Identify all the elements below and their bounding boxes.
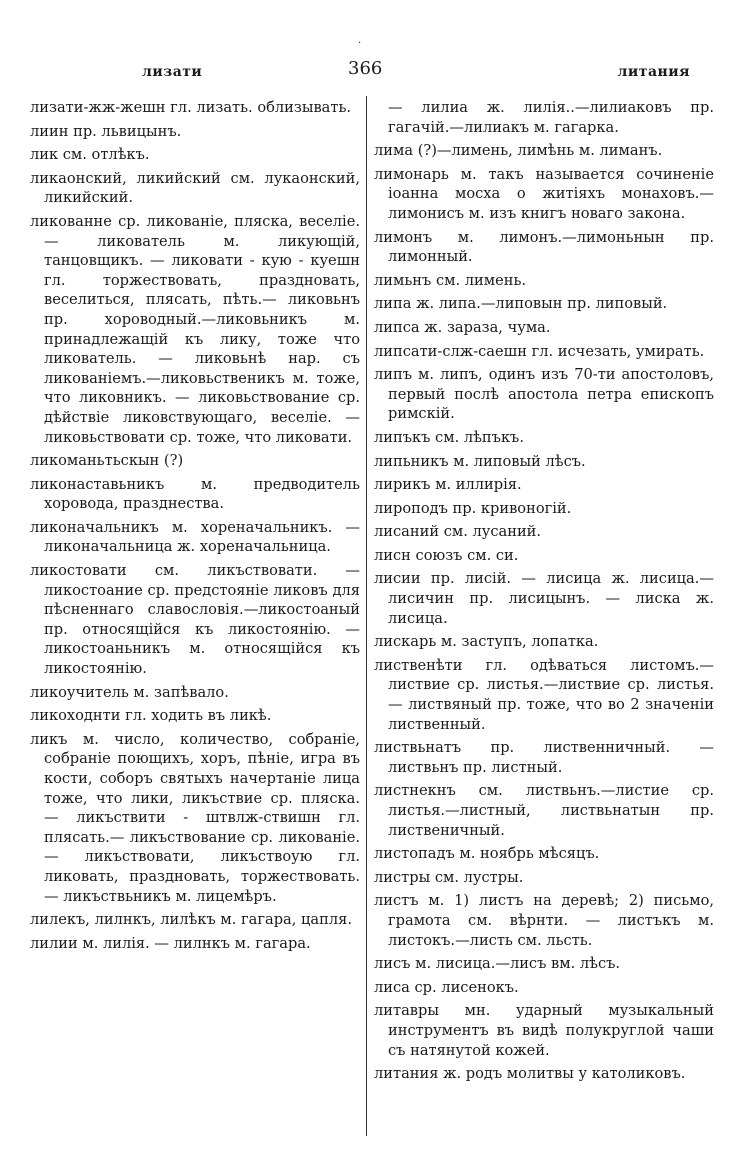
entry: лисн союзъ см. си. (374, 546, 519, 564)
entry: липъ м. липъ, одинъ изъ 70-ти апостоловъ, первый послѣ апостола петра епископъ римскій. (374, 366, 714, 423)
entry: лисии пр. лисій. — лисица ж. лисица.—лисичин пр. лисицынъ. — лиска ж. лисица. (374, 570, 714, 627)
header-left-guide-word: лизати (142, 64, 203, 80)
entry: литания ж. родъ молитвы у католиковъ. (374, 1065, 686, 1083)
entry: ликостовати см. ликъствовати. — ликостоание ср. предстояніе ликовъ для пѣсненнаго славословія.—ликостоаный пр. относящійся къ ликостоянію. — ликостоаньникъ м. относящійся къ ликостоянію. (30, 562, 360, 678)
entry: липса ж. зараза, чума. (374, 318, 551, 336)
entry: ликоходнти гл. ходить въ ликѣ. (30, 707, 272, 725)
entry: ликъ м. число, количество, собраніе, собраніе поющихъ, хоръ, пѣніе, игра въ кости, соборъ святыхъ начертаніе лица тоже, что лики, ликъствие ср. пляска. — ликъствити - штвлж-ствишн гл. плясать.— ликъствование ср. ликованіе. — ликъствовати, ликъствоую гл. ликовать, праздновать, торжествовать. — ликъствьникъ м. лицемѣръ. (30, 730, 360, 905)
entry: листнекнъ см. листвьнъ.—листие ср. листья.—листный, листвьнатын пр. лиственичный. (374, 782, 714, 839)
entry: лисаний см. лусаний. (374, 523, 542, 541)
entry: лискарь м. заступъ, лопатка. (374, 633, 599, 651)
entry: ликоманьтьскын (?) (30, 452, 184, 470)
page-number: 366 (348, 58, 383, 79)
entry: липа ж. липа.—липовын пр. липовый. (374, 295, 668, 313)
entry: лиса ср. лисенокъ. (374, 978, 519, 996)
entry: липсати-слж-саешн гл. исчезать, умирать. (374, 342, 705, 360)
entry: ликованне ср. ликованіе, пляска, веселіе. — ликователь м. ликующій, танцовщикъ. — ликовати - кую - куешн гл. торжествовать, праздновать, веселиться, плясать, пѣть.— ликовьнъ пр. хороводный.—ликовьникъ м. принадлежащій къ лику, тоже что ликователь. — ликовьнѣ нар. съ ликованіемъ.—ликовьственикъ м. тоже, что ликовникъ. — ликовьствование ср. дѣйствіе ликовствующаго, веселіе. — ликовьствовати ср. тоже, что ликовати. (30, 212, 360, 446)
column-divider (366, 96, 367, 1136)
entry: литавры мн. ударный музыкальный инструментъ въ видѣ полукруглой чаши съ натянутой кожей. (374, 1002, 714, 1059)
right-column (374, 98, 714, 1088)
entry: лима (?)—лимень, лимѣнь м. лиманъ. (374, 142, 663, 160)
entry: липъкъ см. лѣпъкъ. (374, 428, 524, 446)
entry: листры см. лустры. (374, 868, 524, 886)
entry: лилекъ, лилнкъ, лилѣкъ м. гагара, цапля. (30, 911, 352, 929)
header-right-guide-word: литания (617, 64, 690, 80)
entry: ликаонский, ликийский см. лукаонский, ликийский. (30, 169, 360, 207)
entry: липьникъ м. липовый лѣсъ. (374, 452, 586, 470)
entry: лик см. отлѣкъ. (30, 146, 150, 164)
entry: ликоначальникъ м. хореначальникъ. —ликоначальница ж. хореначальница. (30, 518, 360, 556)
entry: листопадъ м. ноябрь мѣсяцъ. (374, 845, 600, 863)
entry: ликоучитель м. запѣвало. (30, 683, 229, 701)
entry: лиин пр. львицынъ. (30, 122, 182, 140)
entry: листвьнатъ пр. лиственничный. — листвьнъ пр. листный. (374, 739, 714, 776)
page-header (30, 58, 722, 84)
entry: лирикъ м. иллирія. (374, 476, 522, 494)
entry: лиственѣти гл. одѣваться листомъ.— листвие ср. листья.—листвие ср. листья. — листвяный пр. тоже, что во 2 значеніи лиственный. (374, 656, 714, 733)
left-column (30, 98, 360, 957)
entry: лироподъ пр. кривоногій. (374, 499, 572, 517)
entry: ликонаставьникъ м. предводитель хоровода, празднества. (30, 475, 360, 513)
entry: лимонарь м. такъ называется сочиненіе іоанна мосха о житіяхъ монаховъ.—лимонисъ м. изъ книгъ новаго закона. (374, 165, 714, 222)
dictionary-page (30, 0, 722, 1154)
entry: лимьнъ см. лимень. (374, 271, 527, 289)
entry: лисъ м. лисица.—лисъ вм. лѣсъ. (374, 955, 621, 973)
entry: лимонъ м. лимонъ.—лимоньнын пр. лимонный. (374, 228, 714, 266)
entry: лилии м. лилія. — лилнкъ м. гагара. (30, 934, 311, 952)
top-mark: · (358, 38, 362, 49)
entry: лизати-жж-жешн гл. лизать. облизывать. (30, 99, 352, 116)
entry: — лилиа ж. лилія..—лилиаковъ пр. гагачій.—лилиакъ м. гагарка. (388, 99, 714, 136)
entry: листъ м. 1) листъ на деревѣ; 2) письмо, грамота см. вѣрнти. — листъкъ м. листокъ.—листь см. льсть. (374, 892, 714, 949)
